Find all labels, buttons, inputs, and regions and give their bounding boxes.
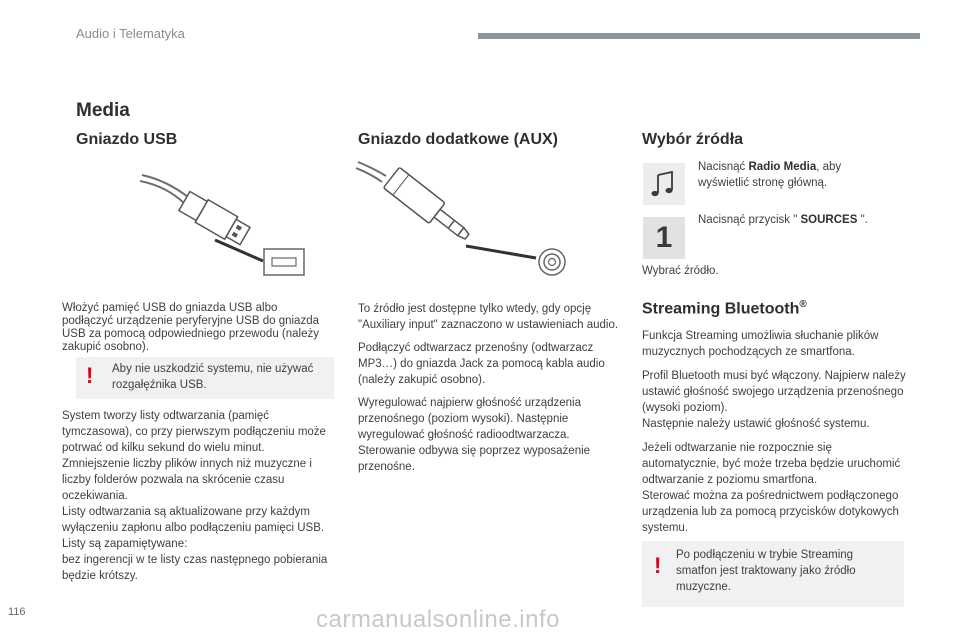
watermark: carmanualsonline.info xyxy=(316,606,560,633)
header-title: Audio i Telematyka xyxy=(76,26,185,41)
source-step-2 xyxy=(698,212,898,228)
jack-plug-illustration xyxy=(356,158,576,280)
jack-socket-icon xyxy=(539,249,565,275)
bluetooth-heading xyxy=(642,299,807,318)
bluetooth-paragraph-1: Funkcja Streaming umożliwia słuchanie plików muzycznych pochodzących ze smartfona. xyxy=(642,330,879,358)
source-step-1-bold: Radio Media xyxy=(748,161,817,173)
page-number: 116 xyxy=(8,606,26,618)
usb-warning-text: Aby nie uszkodzić systemu, nie używać rozgałęźnika USB. xyxy=(112,363,314,391)
usb-paragraph-5: bez ingerencji w te listy czas następnego pobierania będzie krótszy. xyxy=(62,554,328,582)
step-badge-number: 1 xyxy=(655,221,673,254)
usb-heading: Gniazdo USB xyxy=(76,131,178,148)
bluetooth-warning-text: Po podłączeniu w trybie Streaming smatfon jest traktowany jako źródło muzyczne. xyxy=(676,549,856,593)
aux-heading: Gniazdo dodatkowe (AUX) xyxy=(358,131,558,148)
source-step-1-post: , aby wyświetlić stronę główną. xyxy=(698,161,842,189)
usb-plug-illustration xyxy=(140,165,310,280)
source-step-3: Wybrać źródło. xyxy=(642,265,719,277)
usb-paragraph-4: Listy odtwarzania są aktualizowane przy każdym wyłączeniu zapłonu albo podłączeniu pamięci USB. Listy są zapamiętywane: xyxy=(62,506,325,550)
usb-paragraph-1: Włożyć pamięć USB do gniazda USB albo podłączyć urządzenie peryferyjne USB do gniazda USB za pomocą odpowiedniego przewodu (należy zakupić osobno). xyxy=(62,302,319,353)
aux-text-block xyxy=(358,301,622,475)
bluetooth-paragraph-4: Jeżeli odtwarzanie nie rozpocznie się automatycznie, być może trzeba będzie uruchomić odtwarzanie z poziomu smartfona. xyxy=(642,442,901,486)
bluetooth-text-block xyxy=(642,328,906,536)
source-step-1-pre: Nacisnąć xyxy=(698,161,749,173)
warning-icon: ! xyxy=(654,553,662,578)
bluetooth-paragraph-2: Profil Bluetooth musi być włączony. Najpierw należy ustawić głośność swojego urządzenia przenośnego (wysoki poziom). xyxy=(642,370,906,414)
bluetooth-paragraph-5: Sterować można za pośrednictwem podłączonego urządzenia lub za pomocą przycisków dotykowych systemu. xyxy=(642,490,899,534)
aux-paragraph-1: To źródło jest dostępne tylko wtedy, gdy opcję "Auxiliary input" zaznaczono w ustawieniach audio. xyxy=(358,303,619,331)
source-step-1 xyxy=(698,159,878,191)
usb-paragraph-3: Zmniejszenie liczby plików innych niż muzyczne i liczby folderów pozwala na skrócenie czasu oczekiwania. xyxy=(62,458,312,502)
source-step-2-pre: Nacisnąć przycisk " xyxy=(698,214,801,226)
usb-warning-box xyxy=(76,357,334,399)
aux-paragraph-3: Wyregulować najpierw głośność urządzenia przenośnego (poziom wysoki). Następnie wyregulować głośność radioodtwarzacza. xyxy=(358,397,581,441)
aux-paragraph-2: Podłączyć odtwarzacz przenośny (odtwarzacz MP3…) do gniazda Jack za pomocą kabla audio (należy zakupić osobno). xyxy=(358,342,605,386)
bluetooth-heading-text: Streaming Bluetooth xyxy=(642,300,800,318)
source-heading: Wybór źródła xyxy=(642,131,744,148)
bluetooth-warning-box xyxy=(642,541,904,607)
source-step-2-bold: SOURCES xyxy=(800,214,858,226)
warning-icon: ! xyxy=(86,363,94,388)
header-bar xyxy=(478,33,920,39)
usb-text-block xyxy=(62,408,336,584)
aux-paragraph-4: Sterowanie odbywa się poprzez wyposażenie przenośne. xyxy=(358,445,591,473)
section-title: Media xyxy=(76,100,130,121)
music-note-icon xyxy=(643,163,685,205)
bluetooth-paragraph-3: Następnie należy ustawić głośność systemu. xyxy=(642,418,870,430)
source-step-2-post: ". xyxy=(857,214,868,226)
step-badge xyxy=(643,217,685,259)
usb-paragraph-2: System tworzy listy odtwarzania (pamięć tymczasowa), co przy pierwszym podłączeniu może potrwać od kilku sekund do wielu minut. xyxy=(62,410,326,454)
radio-media-button-icon xyxy=(643,163,685,205)
bluetooth-heading-sup: ® xyxy=(799,299,807,310)
